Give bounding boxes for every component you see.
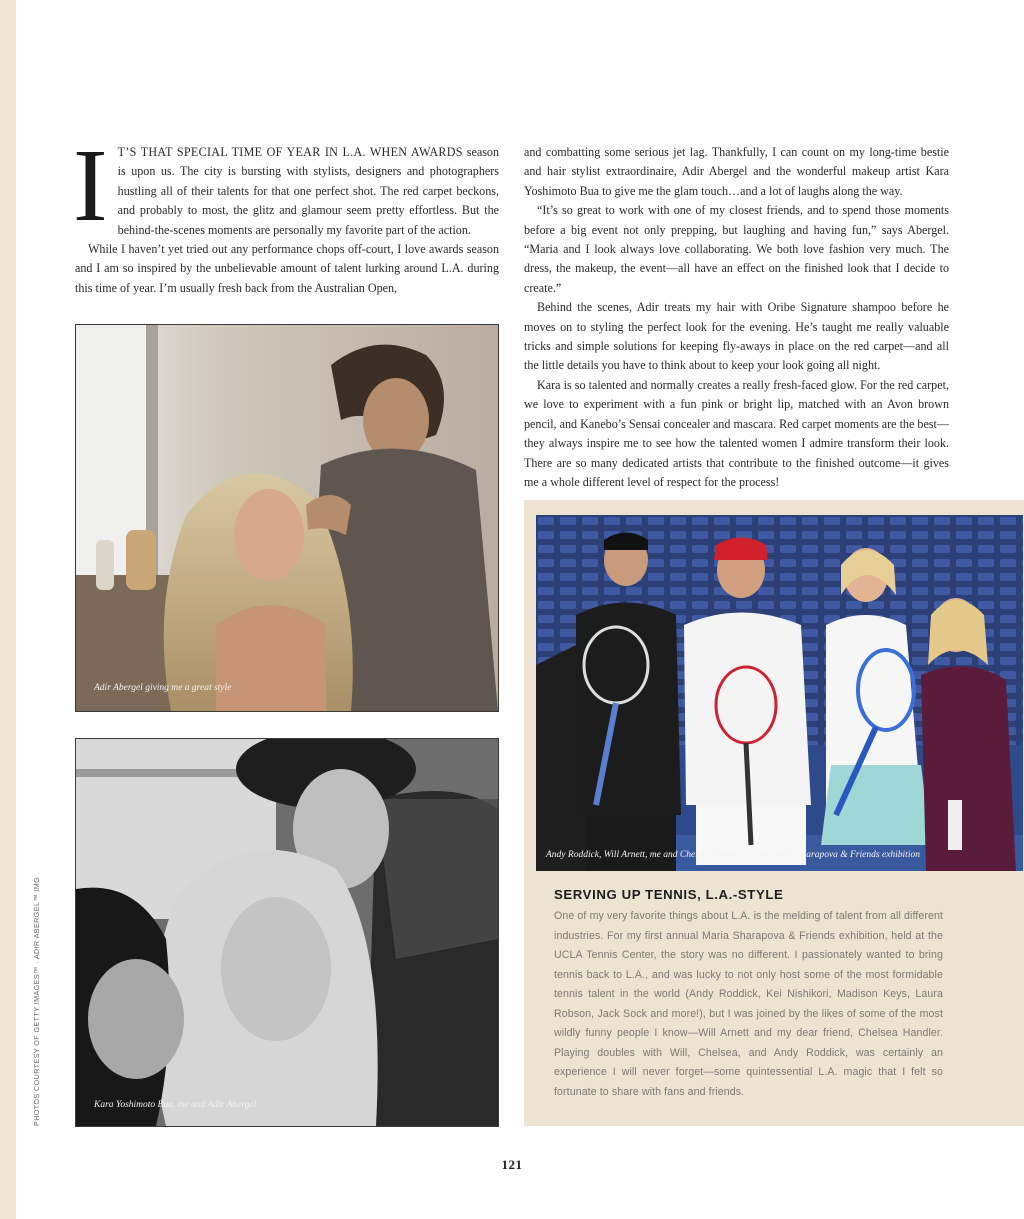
article-paragraph-1 bbox=[73, 128, 499, 243]
photo-tennis-exhibition bbox=[536, 515, 1023, 871]
photo-selfie-caption: Kara Yoshimoto Bua, me and Adir Abergel bbox=[94, 1100, 257, 1110]
photo-tennis-caption: Andy Roddick, Will Arnett, me and Chelsea Handler at the Maria Sharapova & Friends exhibition bbox=[546, 850, 920, 860]
article-column-right bbox=[524, 143, 949, 492]
photo-hair-styling-caption: Adir Abergel giving me a great style bbox=[94, 683, 232, 693]
article-paragraph-5: Behind the scenes, Adir treats my hair with Oribe Signature shampoo before he moves on to styling the perfect look for the evening. He’s taught me really valuable tricks and simple solutions for keeping fly-aways in place on the red carpet—and all the little details you have to think about to keep your look going all night. bbox=[524, 300, 949, 373]
article-paragraph-4: “It’s so great to work with one of my closest friends, and to spend those moments before a big event not only prepping, but laughing and having fun,” says Abergel. “Maria and I look always love collaborating. We both love fashion very much. The dress, the makeup, the event—all have an effect on the finished look that I decide to create.” bbox=[524, 203, 949, 295]
page-number: 121 bbox=[501, 1157, 523, 1172]
sidebar-title: SERVING UP TENNIS, L.A.-STYLE bbox=[554, 887, 784, 902]
photo-selfie bbox=[75, 738, 499, 1127]
article-lede: T’S THAT SPECIAL TIME OF YEAR IN L.A. WHEN AWARDS bbox=[117, 145, 463, 159]
photo-selfie-image bbox=[76, 739, 498, 1126]
photo-hair-styling bbox=[75, 324, 499, 712]
drop-cap: I bbox=[73, 128, 108, 243]
article-column-left bbox=[73, 128, 499, 298]
sidebar-body: One of my very favorite things about L.A. is the melding of talent from all different industries. For my first annual Maria Sharapova & Friends exhibition, held at the UCLA Tennis Center, the story was no different. I passionately wanted to bring tennis back to L.A., and was lucky to not only host some of the most formidable tennis talent in the world (Andy Roddick, Kei Nishikori, Madison Keys, Laura Robson, Jack Sock and more!), but I was joined by the likes of some of the most wildly funny people I know—Will Arnett and my dear friend, Chelsea Handler. Playing doubles with Will, Chelsea, and Andy Roddick, was certainly an experience I will never forget—some quintessential L.A. magic that I felt so fortunate to share with fans and friends. bbox=[554, 910, 943, 1098]
article-paragraph-6: Kara is so talented and normally creates a really fresh-faced glow. For the red carpet, we love to experiment with a fun pink or bright lip, matched with an Avon brown pencil, and Kanebo’s Sensai concealer and mascara. Red carpet moments are the best—they always inspire me to see how the talented women I admire transform their look. There are so many dedicated artists that contribute to the finished outcome—it gives me a whole different level of respect for the process! bbox=[524, 377, 949, 489]
article-paragraph-1-text: season is upon us. The city is bursting with stylists, designers and photographers hustling all of their talents for that one perfect shot. The red carpet beckons, and probably to most, the glitz and glamour seem pretty effortless. But the behind-the-scenes moments are personally my favorite part of the action. bbox=[117, 145, 499, 237]
photo-hair-styling-image bbox=[76, 325, 498, 711]
article-paragraph-2: While I haven’t yet tried out any performance chops off-court, I love awards season and I am so inspired by the unbelievable amount of talent lurking around L.A. during this time of year. I’m usually fresh back from the Australian Open, bbox=[75, 242, 499, 295]
page-spine-edge bbox=[0, 0, 16, 1219]
article-paragraph-3: and combatting some serious jet lag. Thankfully, I can count on my long-time bestie and hair stylist extraordinaire, Adir Abergel and the wonderful makeup artist Kara Yoshimoto Bua to give me the glam touch…and a lot of laughs along the way. bbox=[524, 145, 949, 198]
photo-tennis-exhibition-image bbox=[536, 515, 1023, 871]
photo-credit: PHOTOS COURTESY OF GETTY IMAGES™ · ADIR ABERGEL™ IMG bbox=[32, 876, 41, 1126]
